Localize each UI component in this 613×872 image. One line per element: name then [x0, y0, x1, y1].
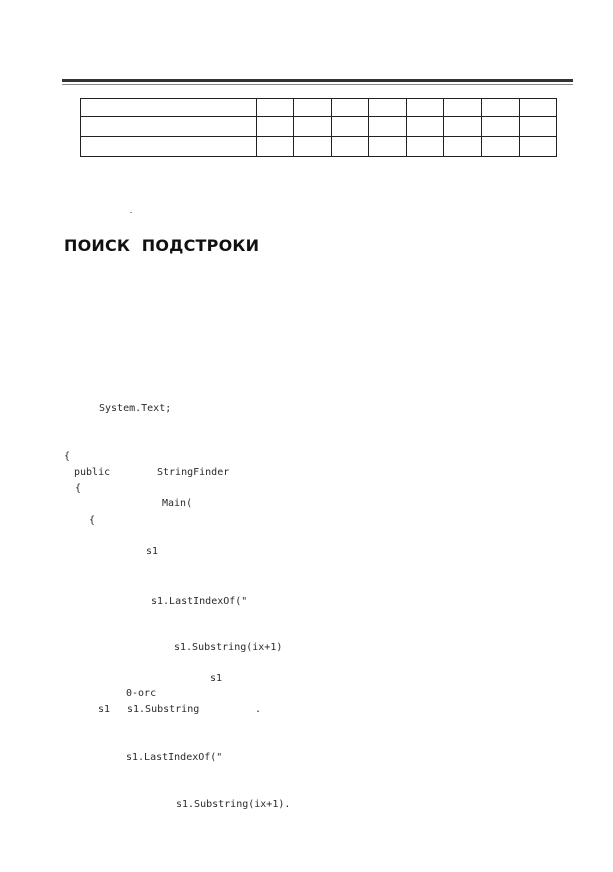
table-column-divider — [443, 98, 444, 157]
code-line: Main( — [162, 498, 193, 509]
section-title: ПОИСК ПОДСТРОКИ — [64, 236, 260, 255]
code-line: s1 — [146, 546, 159, 557]
table-row-divider — [80, 136, 557, 137]
code-line: s1.Substring(ix+1). — [176, 799, 291, 810]
table-column-divider — [331, 98, 332, 157]
table-column-divider — [293, 98, 294, 157]
code-line: StringFinder — [157, 467, 230, 478]
code-line: { — [64, 451, 71, 462]
code-line: { — [75, 483, 82, 494]
table-column-divider — [256, 98, 257, 157]
code-line: s1 — [98, 704, 111, 715]
header-rule — [62, 79, 573, 82]
code-line: s1.Substring(ix+1) — [174, 642, 283, 653]
header-rule-thin — [62, 84, 573, 85]
header-table — [80, 98, 557, 157]
table-border — [80, 98, 557, 99]
code-line: s1.LastIndexOf(" — [126, 752, 223, 763]
table-column-divider — [406, 98, 407, 157]
code-line: s1 — [210, 673, 223, 684]
code-line: s1.Substring — [127, 704, 200, 715]
table-column-divider — [481, 98, 482, 157]
table-border — [556, 98, 557, 157]
code-line: { — [89, 515, 96, 526]
code-line: . — [255, 704, 262, 715]
code-line: public — [74, 467, 111, 478]
table-column-divider — [519, 98, 520, 157]
code-line: System.Text; — [99, 403, 172, 414]
stray-mark — [130, 212, 132, 213]
code-line: s1.LastIndexOf(" — [151, 596, 248, 607]
code-line: 0-orc — [126, 688, 157, 699]
table-row-divider — [80, 116, 557, 117]
table-border — [80, 156, 557, 157]
table-column-divider — [368, 98, 369, 157]
table-border — [80, 98, 81, 157]
